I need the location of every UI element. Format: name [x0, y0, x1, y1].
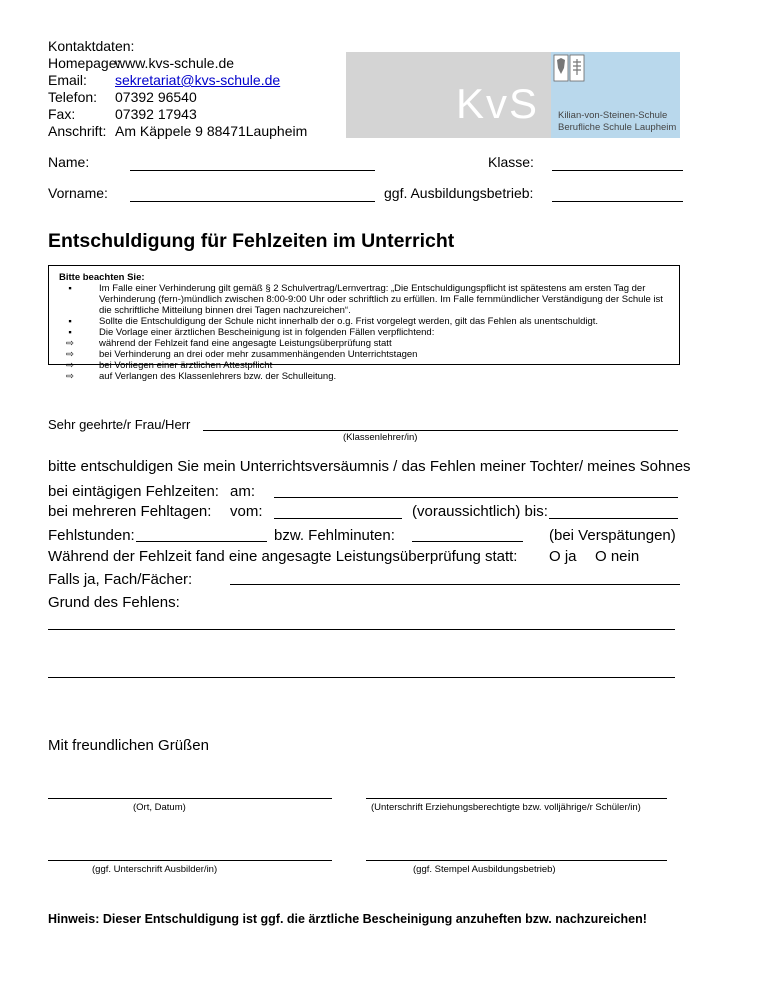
arrow-right-icon: ⇨: [66, 338, 74, 349]
notice-item: [63, 338, 673, 349]
homepage-value[interactable]: www.kvs-schule.de: [115, 55, 235, 71]
subjects-label: Falls ja, Fach/Fächer:: [48, 571, 193, 588]
bullet-icon: ▪: [68, 316, 72, 327]
homepage-label: Homepage:: [48, 55, 121, 71]
contact-heading: Kontaktdaten:: [48, 38, 135, 54]
place-date-caption: (Ort, Datum): [133, 802, 186, 813]
betrieb-label: ggf. Ausbildungsbetrieb:: [384, 185, 534, 201]
late-note: (bei Verspätungen): [549, 527, 676, 544]
notice-item: [63, 283, 673, 316]
bullet-icon: ▪: [68, 283, 72, 294]
address-value: Am Käppele 9 88471Laupheim: [115, 123, 308, 139]
multi-day-label: bei mehreren Fehltagen:: [48, 503, 212, 520]
notice-item-text: bei Verhinderung an drei oder mehr zusammenhängenden Unterrichtstagen: [99, 349, 418, 360]
company-stamp-field[interactable]: [366, 860, 667, 861]
reason-line-2[interactable]: [48, 677, 675, 678]
phone-value: 07392 96540: [115, 89, 197, 105]
multi-day-bis-label: (voraussichtlich) bis:: [412, 503, 548, 520]
page-title: Entschuldigung für Fehlzeiten im Unterricht: [48, 230, 455, 252]
school-logo: [346, 52, 680, 138]
one-day-label: bei eintägigen Fehlzeiten:: [48, 483, 219, 500]
hours-label: Fehlstunden:: [48, 527, 135, 544]
subjects-field[interactable]: [230, 584, 680, 585]
hours-field[interactable]: [136, 541, 267, 542]
logo-school-name: Kilian-von-Steinen-Schule: [558, 110, 668, 121]
contact-email: [48, 72, 280, 89]
notice-box: [48, 265, 680, 382]
notice-heading: Bitte beachten Sie:: [59, 272, 145, 283]
notice-item: [63, 327, 673, 338]
vorname-label: Vorname:: [48, 185, 108, 201]
fax-value: 07392 17943: [115, 106, 197, 122]
company-stamp-caption: (ggf. Stempel Ausbildungsbetrieb): [413, 864, 556, 875]
notice-item: [63, 371, 673, 382]
arrow-right-icon: ⇨: [66, 371, 74, 382]
contact-address: [48, 123, 307, 140]
notice-item-text: auf Verlangen des Klassenlehrers bzw. der Schulleitung.: [99, 371, 337, 382]
contact-phone: [48, 89, 197, 106]
request-text: bitte entschuldigen Sie mein Unterrichtsversäumnis / das Fehlen meiner Tochter/ meines Sohnes: [48, 458, 691, 475]
betrieb-field[interactable]: [552, 201, 683, 202]
guardian-signature-field[interactable]: [366, 798, 667, 799]
email-label: Email:: [48, 72, 87, 88]
test-yes-option[interactable]: O ja: [549, 548, 577, 565]
notice-item: [63, 349, 673, 360]
contact-homepage: [48, 55, 234, 72]
vorname-field[interactable]: [130, 201, 375, 202]
logo-school-subtitle: Berufliche Schule Laupheim: [558, 122, 677, 133]
minutes-label: bzw. Fehlminuten:: [274, 527, 395, 544]
one-day-date-field[interactable]: [274, 497, 678, 498]
klasse-label: Klasse:: [488, 154, 534, 170]
trainer-signature-field[interactable]: [48, 860, 332, 861]
multi-day-from-field[interactable]: [274, 518, 402, 519]
name-label: Name:: [48, 154, 90, 170]
address-label: Anschrift:: [48, 123, 107, 139]
arrow-right-icon: ⇨: [66, 349, 74, 360]
guardian-signature-caption: (Unterschrift Erziehungsberechtigte bzw. volljährige/r Schüler/in): [371, 802, 641, 813]
logo-letters: KvS: [456, 80, 540, 127]
salutation-label: Sehr geehrte/r Frau/Herr: [48, 417, 191, 432]
email-link[interactable]: sekretariat@kvs-schule.de: [115, 72, 281, 88]
notice-item-text: während der Fehlzeit fand eine angesagte Leistungsüberprüfung statt: [99, 338, 392, 349]
closing-text: Mit freundlichen Grüßen: [48, 737, 209, 754]
multi-day-to-field[interactable]: [549, 518, 678, 519]
notice-item-text: Die Vorlage einer ärztlichen Bescheinigung ist in folgenden Fällen verpflichtend:: [99, 327, 435, 338]
name-field[interactable]: [130, 170, 375, 171]
one-day-am-label: am:: [230, 483, 256, 500]
notice-item-text: Sollte die Entschuldigung der Schule nicht innerhalb der o.g. Frist vorgelegt werden, gilt das Fehlen als unentschuldigt.: [99, 316, 599, 327]
contact-fax: [48, 106, 197, 123]
teacher-caption: (Klassenlehrer/in): [343, 432, 418, 443]
arrow-right-icon: ⇨: [66, 360, 74, 371]
trainer-signature-caption: (ggf. Unterschrift Ausbilder/in): [92, 864, 218, 875]
fax-label: Fax:: [48, 106, 76, 122]
klasse-field[interactable]: [552, 170, 683, 171]
notice-item: [63, 316, 673, 327]
bullet-icon: ▪: [68, 327, 72, 338]
place-date-field[interactable]: [48, 798, 332, 799]
notice-list: [63, 283, 673, 382]
notice-item: [63, 360, 673, 371]
crest-icon: [552, 54, 586, 84]
reason-line-1[interactable]: [48, 629, 675, 630]
notice-item-text: Im Falle einer Verhinderung gilt gemäß § 2 Schulvertrag/Lernvertrag: „Die Entschuldigungspflicht ist spätestens am ersten Tag der Verhinderung (fern-)mündlich zwischen 8:00-9:00 Uhr oder schriftlich zu erfüllen. Im Falle fernmündlicher Verständigung der Schule ist die schriftliche Mitteilung binnen drei Tagen nachzureichen“.: [99, 283, 663, 316]
test-no-option[interactable]: O nein: [595, 548, 640, 565]
notice-item-text: bei Vorliegen einer ärztlichen Attestpflicht: [99, 360, 273, 371]
multi-day-vom-label: vom:: [230, 503, 263, 520]
reason-label: Grund des Fehlens:: [48, 594, 180, 611]
test-question: Während der Fehlzeit fand eine angesagte Leistungsüberprüfung statt:: [48, 548, 518, 565]
minutes-field[interactable]: [412, 541, 523, 542]
teacher-name-field[interactable]: [203, 430, 678, 431]
footer-note: Hinweis: Dieser Entschuldigung ist ggf. die ärztliche Bescheinigung anzuheften bzw. nachzureichen!: [48, 912, 647, 926]
phone-label: Telefon:: [48, 89, 98, 105]
